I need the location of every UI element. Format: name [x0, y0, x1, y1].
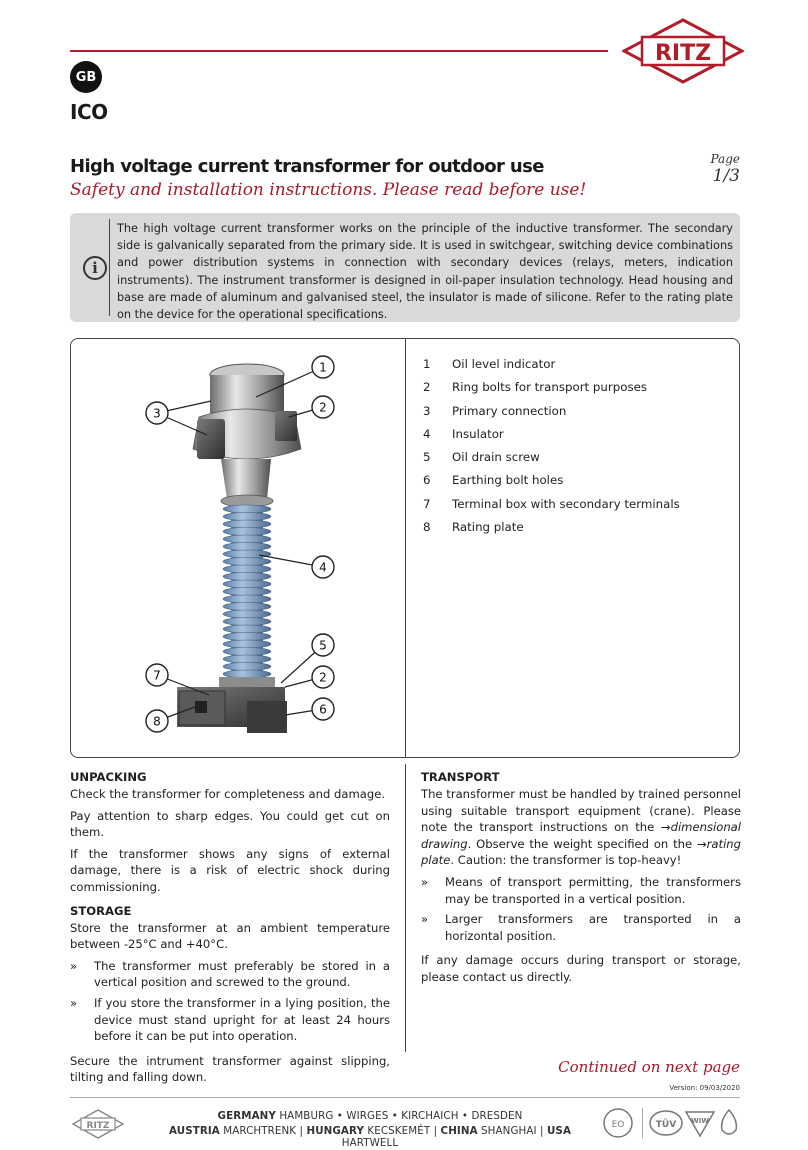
- insulator-shed: [223, 663, 271, 671]
- model-name: ICO: [70, 100, 108, 124]
- insulator-shed: [223, 640, 271, 648]
- insulator-shed: [223, 513, 271, 521]
- legend-item: [423, 380, 680, 403]
- flame-cert-icon: [716, 1106, 742, 1140]
- svg-text:RITZ: RITZ: [86, 1121, 110, 1131]
- insulator-shed: [223, 520, 271, 528]
- transport-text-2: If any damage occurs during transport or storage, please contact us directly.: [421, 953, 741, 984]
- country-name: AUSTRIA: [168, 1125, 220, 1137]
- callout-label: 3: [153, 406, 161, 421]
- column-divider: [405, 764, 406, 1052]
- insulator-shed: [223, 543, 271, 551]
- insulator-sheds: [223, 505, 271, 679]
- callout-4: [312, 556, 334, 578]
- insulator-shed: [223, 595, 271, 603]
- transport-heading: TRANSPORT: [421, 770, 500, 784]
- insulator-shed: [223, 505, 271, 513]
- legend-item: [423, 473, 680, 496]
- insulator-shed: [223, 573, 271, 581]
- insulator-shed: [223, 648, 271, 656]
- insulator-shed: [223, 588, 271, 596]
- figure-divider: [405, 339, 406, 757]
- unpacking-text-1: Check the transformer for completeness and damage.: [70, 787, 386, 801]
- callout-1: [312, 356, 334, 378]
- country-name: GERMANY: [217, 1110, 276, 1122]
- legend-item: [423, 427, 680, 450]
- figure-legend: [423, 357, 680, 543]
- earthing-bracket: [247, 701, 287, 733]
- city-list: KECSKEMÉT |: [364, 1125, 441, 1137]
- callout-6: [312, 698, 334, 720]
- legend-item: [423, 497, 680, 520]
- insulator-shed: [223, 603, 271, 611]
- callout-label: 2: [319, 400, 327, 415]
- svg-text:RITZ: RITZ: [654, 41, 712, 66]
- legend-number: 4: [423, 426, 431, 441]
- base-flange: [219, 677, 275, 687]
- legend-number: 2: [423, 380, 431, 395]
- legend-label: Oil level indicator: [452, 357, 556, 371]
- unpacking-heading: UNPACKING: [70, 770, 147, 784]
- head-neck: [221, 459, 271, 499]
- primary-terminal: [197, 419, 225, 459]
- legend-item: [423, 357, 680, 380]
- storage-heading: STORAGE: [70, 903, 132, 918]
- insulator-shed: [223, 535, 271, 543]
- callout-8: [146, 710, 168, 732]
- list-item: » The transformer must preferably be stored in a vertical position and screwed to the ground.: [70, 958, 390, 991]
- page-title: High voltage current transformer for outdoor use: [70, 156, 544, 177]
- unpacking-text-3: If the transformer shows any signs of external damage, there is a risk of electric shock during commissioning.: [70, 846, 390, 894]
- insulator-shed: [223, 618, 271, 626]
- legend-label: Terminal box with secondary terminals: [452, 496, 680, 511]
- info-icon: i: [83, 256, 107, 280]
- callout-label: 8: [153, 714, 161, 729]
- ritz-logo: [622, 18, 744, 84]
- legend-number: 8: [423, 520, 431, 535]
- callout-5: [312, 634, 334, 656]
- legend-label: Ring bolts for transport purposes: [452, 380, 647, 395]
- city-list: SHANGHAI |: [477, 1125, 547, 1137]
- legend-number: 3: [423, 403, 431, 418]
- country-name: USA: [546, 1125, 572, 1137]
- callout-label: 4: [319, 560, 327, 575]
- rating-plate-ref: →rating plate: [421, 836, 741, 868]
- city-list: HAMBURG • WIRGES • KIRCHAICH • DRESDEN: [275, 1110, 523, 1122]
- insulator-shed: [223, 550, 271, 558]
- storage-text-1: Store the transformer at an ambient temperature between -25°C and +40°C.: [70, 920, 390, 952]
- header-rule: [70, 50, 608, 52]
- info-box: [70, 213, 740, 322]
- legend-number: 5: [423, 450, 431, 465]
- list-item: » Means of transport permitting, the transformers may be transported in a vertical position.: [421, 874, 741, 907]
- callout-label: 2: [319, 670, 327, 685]
- right-column: [421, 770, 741, 991]
- insulator-shed: [223, 670, 271, 678]
- eo-cert-icon: [600, 1106, 636, 1140]
- version-label: Version: 09/03/2020: [669, 1084, 740, 1092]
- page-subtitle: Safety and installation instructions. Please read before use!: [70, 180, 587, 200]
- rating-plate: [195, 701, 207, 713]
- insulator-shed: [223, 565, 271, 573]
- page-label: Page: [710, 152, 740, 166]
- country-name: HUNGARY: [306, 1125, 365, 1137]
- footer-rule: [70, 1097, 740, 1098]
- unpacking-text-2: Pay attention to sharp edges. You could get cut on them.: [70, 808, 390, 840]
- list-item: » Larger transformers are transported in a horizontal position.: [421, 911, 741, 944]
- continued-note: Continued on next page: [558, 1058, 740, 1076]
- transport-text-1: The transformer must be handled by trained personnel using suitable transport equipment (crane). Please note the transport instructions on the →dimensional drawing. Observe the weight specified on the →rating plate. Caution: the transformer is top-heavy!: [421, 787, 741, 868]
- legend-item: [423, 520, 680, 543]
- list-item: » If you store the transformer in a lying position, the device must stand upright for at least 24 hours before it can be put into operation.: [70, 995, 390, 1045]
- dimensional-drawing-ref: →dimensional drawing: [421, 820, 741, 851]
- insulator-shed: [223, 625, 271, 633]
- insulator-shed: [223, 633, 271, 641]
- locations-line-2: [150, 1125, 590, 1149]
- city-list: HARTWELL: [341, 1137, 399, 1149]
- callout-label: 6: [319, 702, 327, 717]
- insulator-shed: [223, 610, 271, 618]
- svg-text:EO: EO: [611, 1120, 625, 1130]
- tuv-cert-icon: [648, 1106, 684, 1140]
- left-column: [70, 770, 390, 1091]
- svg-text:TÜV: TÜV: [655, 1120, 677, 1130]
- page-number: 1/3: [712, 166, 740, 186]
- insulator-shed: [223, 655, 271, 663]
- wiw-cert-icon: [684, 1106, 716, 1140]
- legend-label: Primary connection: [452, 403, 567, 418]
- ritz-logo-small: [72, 1109, 124, 1139]
- callout-2: [312, 396, 334, 418]
- locations-line-1: [150, 1110, 590, 1122]
- language-badge: GB: [70, 61, 102, 93]
- legend-number: 7: [423, 496, 431, 511]
- insulator-shed: [223, 580, 271, 588]
- info-text: The high voltage current transformer works on the principle of the inductive transformer. The secondary side is galvanically separated from the primary side. It is used in switchgear, switching device combinations and power distribution systems in connection with secondary devices (relays, meters, indication instruments). The instrument transformer is designed in oil-paper insulation technology. Head housing and base are made of aluminum and galvanised steel, the insulator is made of silicone. Refer to the rating plate on the device for the operational specifications.: [117, 222, 733, 322]
- country-name: CHINA: [440, 1125, 478, 1137]
- cert-divider: [642, 1108, 643, 1138]
- callout-3: [146, 402, 168, 424]
- city-list: MARCHTRENK |: [219, 1125, 307, 1137]
- legend-number: 1: [423, 357, 431, 371]
- callout-label: 1: [319, 360, 327, 375]
- legend-label: Earthing bolt holes: [452, 473, 564, 488]
- storage-list: [70, 958, 390, 1045]
- insulator-shed: [223, 528, 271, 536]
- transformer-illustration: [71, 339, 405, 757]
- callout-label: 7: [153, 668, 161, 683]
- legend-label: Insulator: [452, 426, 504, 441]
- callout-7: [146, 664, 168, 686]
- legend-item: [423, 450, 680, 473]
- callout-2: [312, 666, 334, 688]
- legend-item: [423, 404, 680, 427]
- callout-label: 5: [319, 638, 327, 653]
- svg-text:WIW: WIW: [690, 1117, 710, 1125]
- legend-label: Oil drain screw: [452, 450, 540, 465]
- info-divider: [109, 219, 110, 316]
- transport-list: [421, 874, 741, 944]
- storage-text-2: Secure the intrument transformer against slipping, tilting and falling down.: [70, 1053, 390, 1085]
- legend-number: 6: [423, 473, 431, 488]
- figure-panel: [70, 338, 740, 758]
- legend-label: Rating plate: [452, 520, 524, 535]
- insulator-shed: [223, 558, 271, 566]
